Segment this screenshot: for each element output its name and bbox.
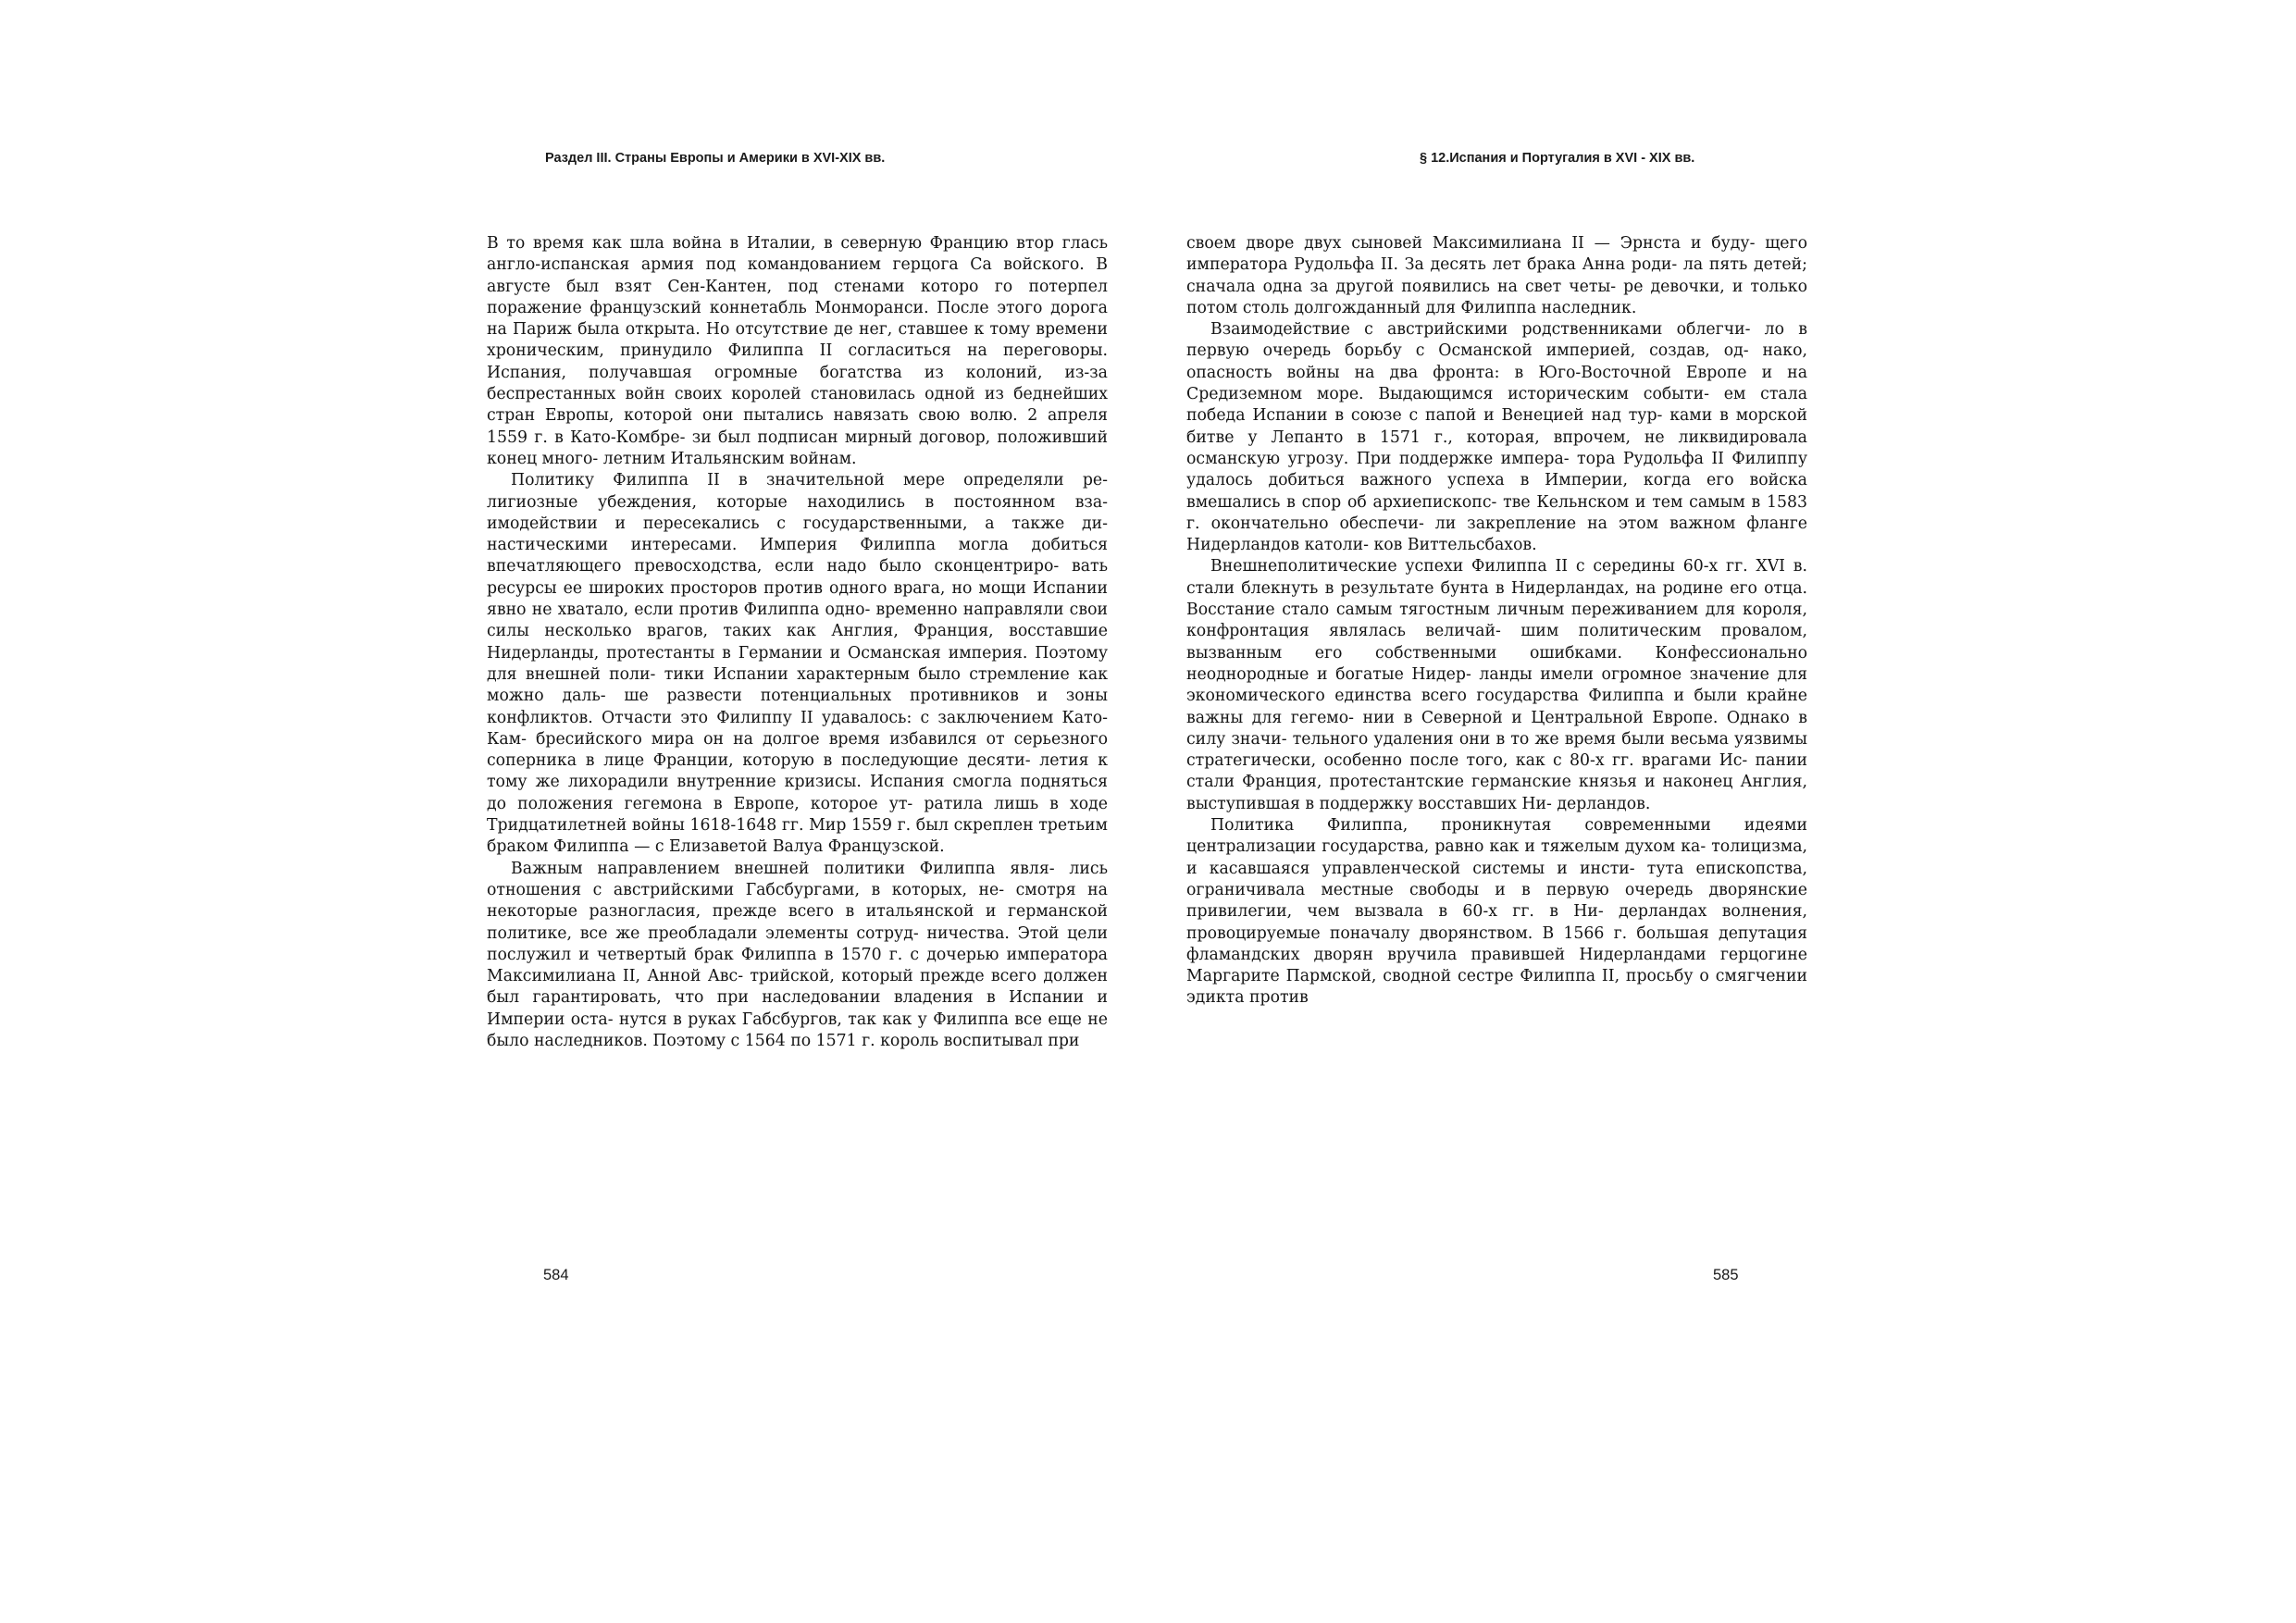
paragraph: Политику Филиппа II в значительной мере определяли ре- лигиозные убеждения, которые находились в постоянном вза- имодействии и пересекались с государственными, а также ди- настическими интересами. Империя Филиппа могла добиться впечатляющего превосходства, если надо было сконцентриро- вать ресурсы ее широких просторов против одного врага, но мощи Испании явно не хватало, если против Филиппа одно- временно направляли свои силы несколько врагов, таких как Англия, Франция, восставшие Нидерланды, протестанты в Германии и Османская империя. Поэтому для внешней поли- тики Испании характерным было стремление как можно даль- ше развести потенциальных противников и зоны конфликтов. Отчасти это Филиппу II удавалось: с заключением Като-Кам- бресийского мира он на долгое время избавился от серьезного соперника в лице Франции, которую в последующие десяти- летия к тому же лихорадили внутренние кризисы. Испания смогла подняться до положения гегемона в Европе, которое ут- ратила лишь в ходе Тридцатилетней войны 1618-1648 гг. Мир 1559 г. был скреплен третьим браком Филиппа — с Елизаветой Валуа Французской. (487, 471, 1108, 857)
paragraph: Важным направлением внешней политики Филиппа явля- лись отношения с австрийскими Габсбургами, в которых, не- смотря на некоторые разногласия, прежде всего в итальянской и германской политике, все же преобладали элементы сотруд- ничества. Этой цели послужил и четвертый брак Филиппа в 1570 г. с дочерью императора Максимилиана II, Анной Авс- трийской, который прежде всего должен был гарантировать, что при наследовании владения в Испании и Империи оста- нутся в руках Габсбургов, так как у Филиппа все еще не было наследников. Поэтому с 1564 по 1571 г. король воспитывал при (487, 859, 1108, 1050)
paragraph: Внешнеполитические успехи Филиппа II с середины 60-х гг. XVI в. стали блекнуть в результате бунта в Нидерландах, на родине его отца. Восстание стало самым тягостным личным переживанием для короля, конфронтация являлась величай- шим политическим провалом, вызванным его собственными ошибками. Конфессионально неоднородные и богатые Нидер- ланды имели огромное значение для экономического единства всего государства Филиппа и были крайне важны для гегемо- нии в Северной и Центральной Европе. Однако в силу значи- тельного удаления они в то же время были весьма уязвимы стратегически, особенно после того, как с 80-х гг. врагами Ис- пании стали Франция, протестантские германские князья и наконец Англия, выступившая в поддержку восставших Ни- дерландов. (1186, 557, 1807, 813)
paragraph: Взаимодействие с австрийскими родственниками облегчи- ло в первую очередь борьбу с Османской империей, создав, од- нако, опасность войны на два фронта: в Юго-Восточной Европе и на Средиземном море. Выдающимся историческим событи- ем стала победа Испании в союзе с папой и Венецией над тур- ками в морской битве у Лепанто в 1571 г., которая, впрочем, не ликвидировала османскую угрозу. При поддержке импера- тора Рудольфа II Филиппу удалось добиться важного успеха в Империи, когда его войска вмешались в спор об архиепископс- тве Кельнском и тем самым в 1583 г. окончательно обеспечи- ли закрепление на этом важном фланге Нидерландов католи- ков Виттельсбахов. (1186, 320, 1807, 555)
running-head-left: Раздел III. Страны Европы и Америки в XVI-XIX вв. (545, 151, 886, 166)
running-head-right: § 12.Испания и Португалия в XVI - XIX вв. (1420, 151, 1695, 166)
right-page-text-column (1186, 233, 1807, 1010)
left-page-text-column (487, 233, 1108, 1052)
page-number-left: 584 (543, 1267, 569, 1283)
paragraph: Политика Филиппа, проникнутая современными идеями централизации государства, равно как и тяжелым духом ка- толицизма, и касавшаяся управленческой системы и инсти- тута епископства, ограничивала местные свободы и в первую очередь дворянские привилегии, чем вызвала в 60-х гг. в Ни- дерландах волнения, провоцируемые поначалу дворянством. В 1566 г. большая депутация фламандских дворян вручила правившей Нидерландами герцогине Маргарите Пармской, сводной сестре Филиппа II, просьбу о смягчении эдикта против (1186, 816, 1807, 1008)
paragraph: своем дворе двух сыновей Максимилиана II — Эрнста и буду- щего императора Рудольфа II. За десять лет брака Анна роди- ла пять детей; сначала одна за другой появились на свет четы- ре девочки, и только потом столь долгожданный для Филиппа наследник. (1186, 234, 1807, 317)
paragraph: В то время как шла война в Италии, в северную Францию втор глась англо-испанская армия под командованием герцога Са войского. В августе был взят Сен-Кантен, под стенами которо го потерпел поражение французский коннетабль Монморанси. После этого дорога на Париж была открыта. Но отсутствие де нег, ставшее к тому времени хроническим, принудило Филиппа II согласиться на переговоры. Испания, получавшая огромные богатства из колоний, из-за беспрестанных войн своих королей становилась одной из беднейших стран Европы, которой они пытались навязать свою волю. 2 апреля 1559 г. в Като-Комбре- зи был подписан мирный договор, положивший конец много- летним Итальянским войнам. (487, 234, 1108, 468)
page-number-right: 585 (1713, 1267, 1739, 1283)
